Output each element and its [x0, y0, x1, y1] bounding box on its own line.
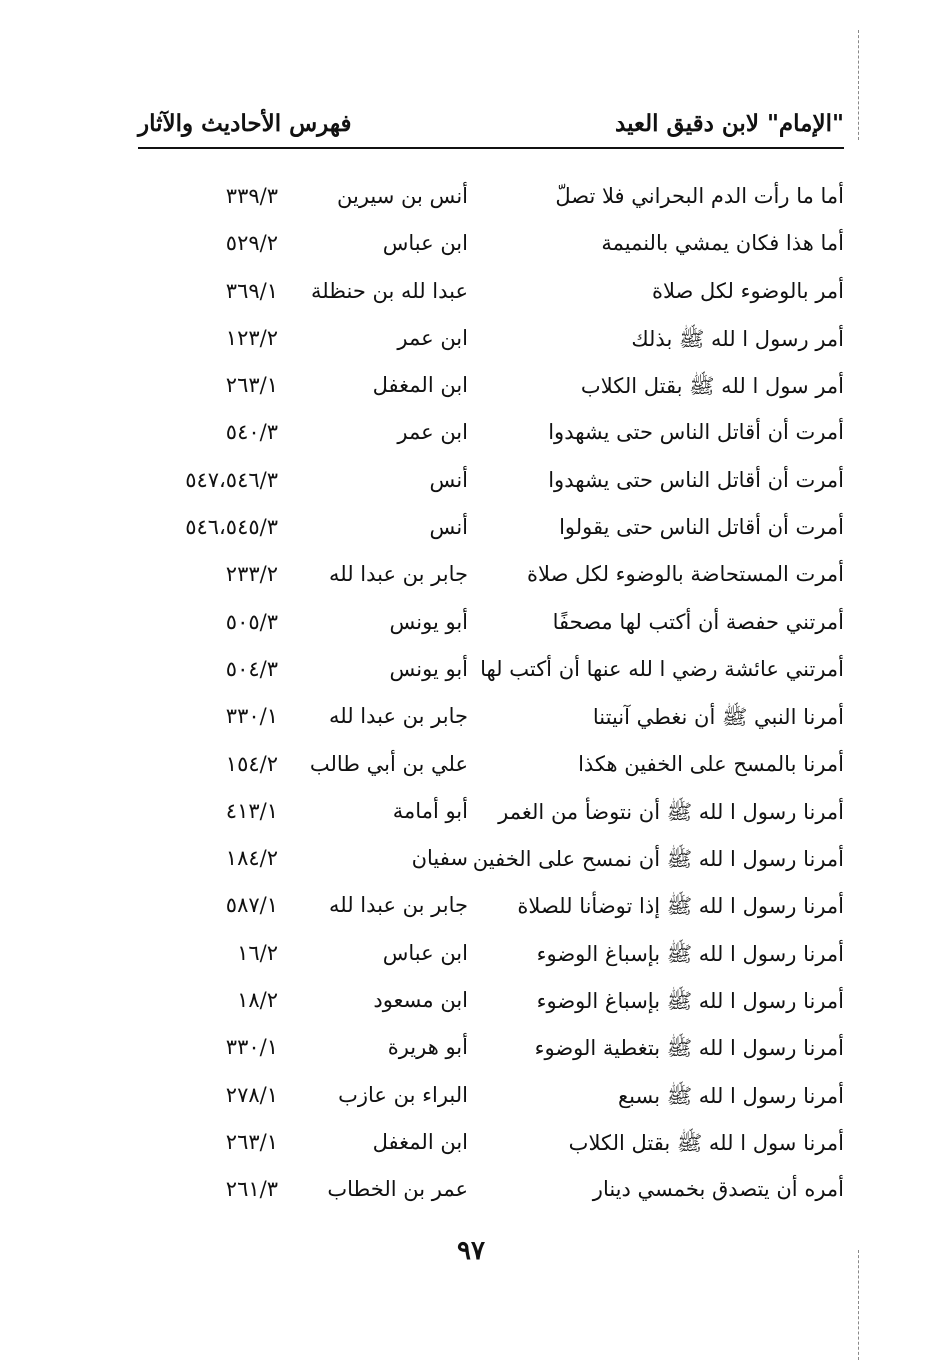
hadith-text: أمرنا النبي ﷺ أن نغطي آنيتنا — [592, 705, 844, 730]
narrator-name: أنس — [429, 467, 468, 492]
narrator-name: ابن مسعود — [373, 988, 468, 1013]
hadith-index-list — [138, 180, 844, 1221]
narrator-name: ابن عمر — [397, 420, 468, 445]
hadith-text: أمرت المستحاضة بالوضوء لكل صلاة — [527, 562, 844, 587]
hadith-text: أمرنا رسول ا لله ﷺ بإسباغ الوضوء — [536, 989, 844, 1014]
volume-page-reference: ٢٣٣/٢ — [225, 562, 278, 587]
narrator-name: أنس — [429, 515, 468, 540]
volume-page-reference: ١٨٤/٢ — [225, 846, 278, 871]
hadith-text: أمرنا رسول ا لله ﷺ أن نتوضأ من الغمر — [498, 799, 844, 824]
narrator-name: ابن عباس — [382, 231, 468, 256]
hadith-text: أمر سول ا لله ﷺ بقتل الكلاب — [580, 374, 844, 399]
hadith-text: أمرت أن أقاتل الناس حتى يشهدوا — [548, 420, 844, 445]
volume-page-reference: ٢٧٨/١ — [225, 1082, 278, 1107]
hadith-text: أمرنا رسول ا لله ﷺ بإسباغ الوضوء — [536, 941, 844, 966]
narrator-name: أنس بن سيرين — [337, 184, 468, 208]
index-row — [138, 1173, 844, 1220]
narrator-name: أبو هريرة — [387, 1035, 468, 1060]
hadith-text: أمرنا سول ا لله ﷺ بقتل الكلاب — [568, 1130, 844, 1155]
volume-page-reference: ٢٦١/٣ — [225, 1177, 278, 1202]
volume-page-reference: ٢٦٣/١ — [225, 373, 278, 398]
volume-page-reference: ١٢٣/٢ — [225, 325, 278, 350]
volume-page-reference: ٥٠٥/٣ — [225, 609, 278, 634]
volume-page-reference: ٥٤٧،٥٤٦/٣ — [185, 467, 278, 492]
narrator-name: ابن عمر — [397, 325, 468, 350]
index-row — [138, 795, 844, 842]
index-row — [138, 1031, 844, 1078]
page-number: ٩٧ — [457, 1236, 485, 1266]
volume-page-reference: ٣٦٩/١ — [225, 278, 278, 303]
volume-page-reference: ٤١٣/١ — [225, 798, 278, 823]
index-row — [138, 1079, 844, 1126]
header-divider — [138, 147, 844, 149]
book-title: "الإمام" لابن دقيق العيد — [615, 110, 844, 137]
volume-page-reference: ٥٤٠/٣ — [225, 420, 278, 445]
index-row — [138, 322, 844, 369]
narrator-name: ابن عباس — [382, 940, 468, 965]
index-row — [138, 416, 844, 463]
narrator-name: عمر بن الخطاب — [327, 1177, 468, 1202]
narrator-name: علي بن أبي طالب — [309, 751, 468, 776]
hadith-text: أمر بالوضوء لكل صلاة — [651, 278, 844, 303]
index-row — [138, 180, 844, 227]
narrator-name: أبو أمامة — [392, 798, 468, 823]
index-row — [138, 275, 844, 322]
narrator-name: جابر بن عبدا لله — [328, 704, 468, 729]
hadith-text: أما ما رأت الدم البحراني فلا تصلّ — [555, 184, 844, 208]
index-row — [138, 748, 844, 795]
hadith-text: أمرتني حفصة أن أكتب لها مصحفًا — [552, 609, 844, 634]
narrator-name: جابر بن عبدا لله — [328, 562, 468, 587]
narrator-name: أبو يونس — [389, 656, 468, 681]
index-row — [138, 1126, 844, 1173]
narrator-name: جابر بن عبدا لله — [328, 893, 468, 918]
volume-page-reference: ٣٣٠/١ — [225, 704, 278, 729]
hadith-text: أمرت أن أقاتل الناس حتى يقولوا — [559, 515, 844, 540]
index-row — [138, 511, 844, 558]
hadith-text: أمره أن يتصدق بخمسي دينار — [592, 1177, 844, 1202]
volume-page-reference: ٥٨٧/١ — [225, 893, 278, 918]
index-row — [138, 842, 844, 889]
section-title: فهرس الأحاديث والآثار — [138, 110, 352, 137]
index-row — [138, 937, 844, 984]
hadith-text: أمرتني عائشة رضي ا لله عنها أن أكتب لها — [480, 656, 844, 681]
index-row — [138, 464, 844, 511]
index-row — [138, 653, 844, 700]
narrator-name: ابن المغفل — [372, 1129, 468, 1154]
volume-page-reference: ٢٦٣/١ — [225, 1129, 278, 1154]
scan-edge-mark — [858, 30, 859, 140]
narrator-name: سفيان — [411, 846, 468, 871]
volume-page-reference: ٣٣٩/٣ — [225, 184, 278, 208]
hadith-text: أمرنا بالمسح على الخفين هكذا — [578, 751, 844, 776]
hadith-text: أمرنا رسول ا لله ﷺ بسبع — [617, 1083, 844, 1108]
index-row — [138, 889, 844, 936]
volume-page-reference: ٥٠٤/٣ — [225, 656, 278, 681]
hadith-text: أما هذا فكان يمشي بالنميمة — [601, 231, 844, 256]
index-row — [138, 227, 844, 274]
hadith-text: أمرنا رسول ا لله ﷺ أن نمسح على الخفين — [472, 847, 844, 872]
index-row — [138, 369, 844, 416]
narrator-name: البراء بن عازب — [338, 1082, 468, 1107]
running-header — [138, 110, 844, 152]
volume-page-reference: ١٦/٢ — [237, 940, 278, 965]
hadith-text: أمرنا رسول ا لله ﷺ بتغطية الوضوء — [534, 1036, 844, 1061]
volume-page-reference: ١٨/٢ — [237, 988, 278, 1013]
narrator-name: ابن المغفل — [372, 373, 468, 398]
index-row — [138, 606, 844, 653]
hadith-text: أمرت أن أقاتل الناس حتى يشهدوا — [548, 467, 844, 492]
narrator-name: أبو يونس — [389, 609, 468, 634]
volume-page-reference: ٥٤٦،٥٤٥/٣ — [185, 515, 278, 540]
index-row — [138, 700, 844, 747]
volume-page-reference: ٥٢٩/٢ — [225, 231, 278, 256]
index-row — [138, 558, 844, 605]
volume-page-reference: ٣٣٠/١ — [225, 1035, 278, 1060]
scan-edge-mark — [858, 1250, 859, 1360]
hadith-text: أمر رسول ا لله ﷺ بذلك — [631, 326, 844, 351]
volume-page-reference: ١٥٤/٢ — [225, 751, 278, 776]
narrator-name: عبدا لله بن حنظلة — [311, 278, 468, 303]
index-row — [138, 984, 844, 1031]
hadith-text: أمرنا رسول ا لله ﷺ إذا توضأنا للصلاة — [517, 894, 844, 919]
